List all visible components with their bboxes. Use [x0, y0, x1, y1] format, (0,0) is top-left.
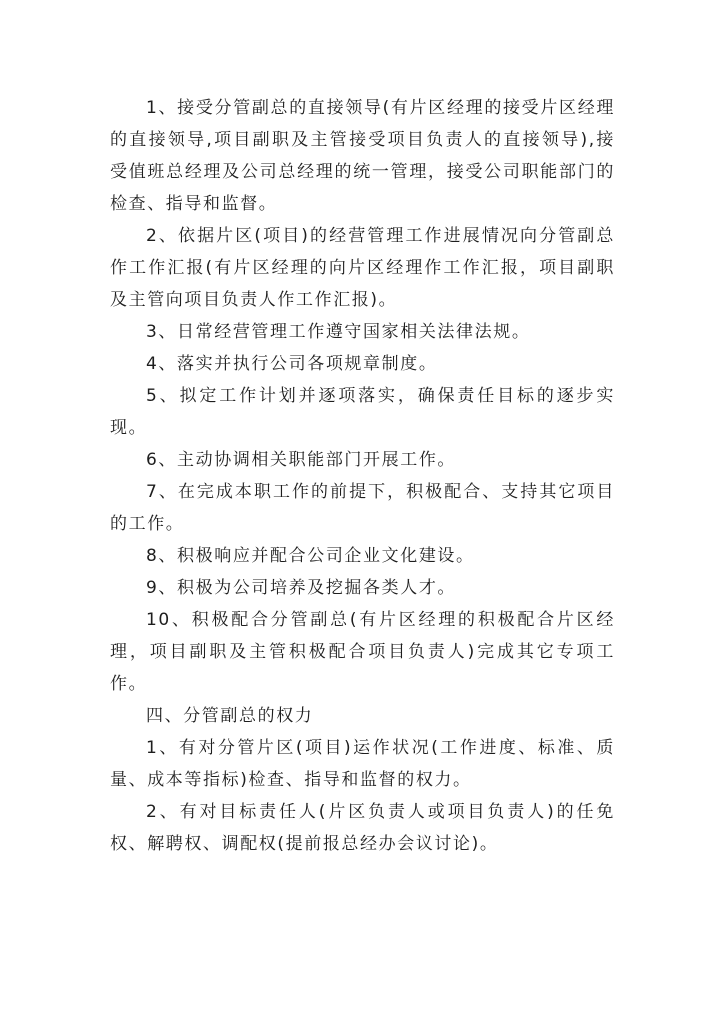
- paragraph-duty-5: 5、拟定工作计划并逐项落实，确保责任目标的逐步实现。: [110, 386, 615, 438]
- paragraph-duty-3: 3、日常经营管理工作遵守国家相关法律法规。: [146, 322, 531, 342]
- section-heading-authority: 四、分管副总的权力: [146, 706, 314, 726]
- paragraph-duty-10: 10、积极配合分管副总(有片区经理的积极配合片区经理，项目副职及主管积极配合项目负责人)完成其它专项工作。: [110, 610, 615, 694]
- paragraph-authority-2: 2、有对目标责任人(片区负责人或项目负责人)的任免权、解聘权、调配权(提前报总经办会议讨论)。: [110, 802, 615, 854]
- paragraph-duty-6: 6、主动协调相关职能部门开展工作。: [146, 450, 457, 470]
- document-body: [110, 92, 615, 860]
- paragraph-duty-9: 9、积极为公司培养及挖掘各类人才。: [146, 578, 457, 598]
- paragraph-duty-4: 4、落实并执行公司各项规章制度。: [146, 354, 438, 374]
- paragraph-duty-1: 1、接受分管副总的直接领导(有片区经理的接受片区经理的直接领导,项目副职及主管接受项目负责人的直接领导),接受值班总经理及公司总经理的统一管理，接受公司职能部门的检查、指导和监督。: [110, 98, 615, 214]
- paragraph-authority-1: 1、有对分管片区(项目)运作状况(工作进度、标准、质量、成本等指标)检查、指导和监督的权力。: [110, 738, 615, 790]
- paragraph-duty-7: 7、在完成本职工作的前提下，积极配合、支持其它项目的工作。: [110, 482, 615, 534]
- paragraph-duty-2: 2、依据片区(项目)的经营管理工作进展情况向分管副总作工作汇报(有片区经理的向片区经理作工作汇报，项目副职及主管向项目负责人作工作汇报)。: [110, 226, 615, 310]
- paragraph-duty-8: 8、积极响应并配合公司企业文化建设。: [146, 546, 475, 566]
